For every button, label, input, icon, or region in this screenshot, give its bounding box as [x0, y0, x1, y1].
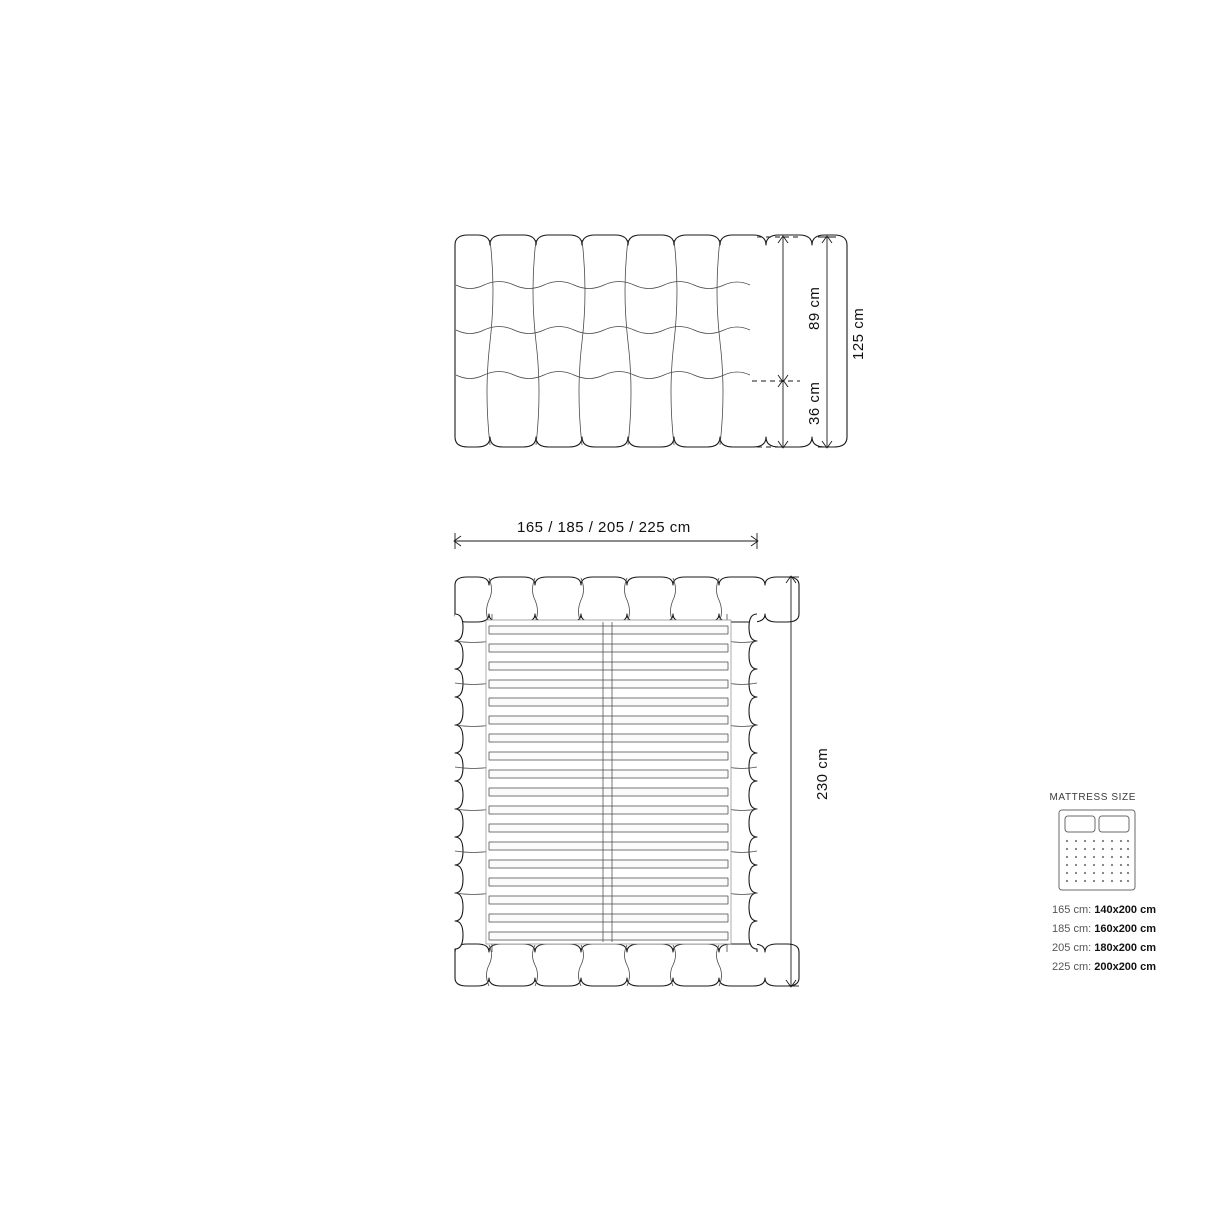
mattress-size-value: 200x200 cm [1094, 961, 1156, 973]
mattress-size-legend [1000, 792, 1160, 977]
front-view-headboard [455, 235, 847, 447]
plan-view-bed [455, 577, 799, 986]
legend-title: MATTRESS SIZE [1049, 792, 1136, 803]
mattress-size-value: 160x200 cm [1094, 923, 1156, 935]
base-height-label: 36 cm [806, 381, 823, 425]
bed-length-label: 230 cm [814, 747, 831, 800]
mattress-size-key: 185 cm: [1052, 923, 1095, 935]
mattress-size-key: 205 cm: [1052, 942, 1095, 954]
list-item [1000, 939, 1156, 958]
mattress-size-value: 180x200 cm [1094, 942, 1156, 954]
bed-width-label: 165 / 185 / 205 / 225 cm [517, 519, 691, 536]
list-item [1000, 958, 1156, 977]
mattress-size-list [1000, 901, 1160, 977]
headboard-height-label: 89 cm [806, 286, 823, 330]
mattress-size-key: 165 cm: [1052, 904, 1095, 916]
mattress-size-value: 140x200 cm [1094, 904, 1156, 916]
mattress-size-key: 225 cm: [1052, 961, 1095, 973]
list-item [1000, 901, 1156, 920]
mattress-icon [1058, 809, 1136, 891]
list-item [1000, 920, 1156, 939]
plan-length-dimension [783, 576, 799, 987]
total-height-label: 125 cm [850, 307, 867, 360]
